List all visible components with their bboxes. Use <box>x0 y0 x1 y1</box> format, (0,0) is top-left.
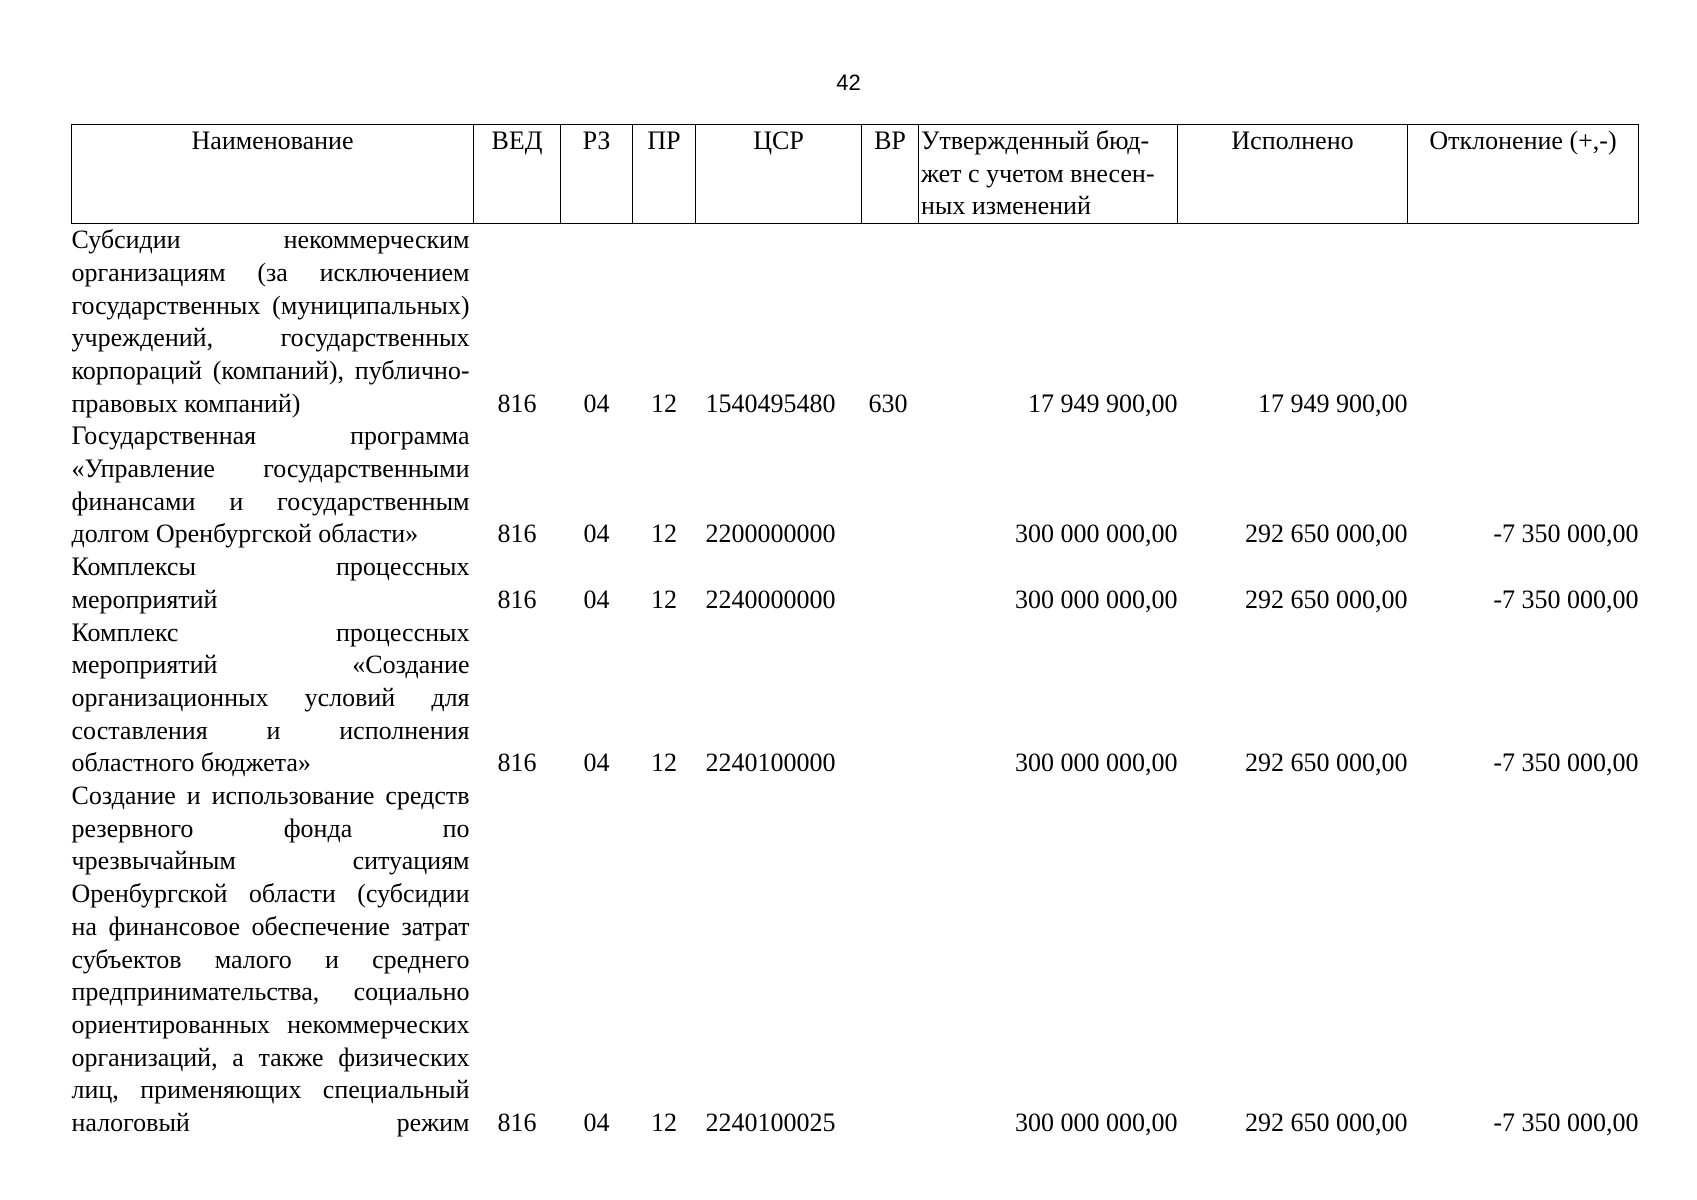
row-deviation: -7 350 000,00 <box>1493 584 1639 614</box>
row-approved: 17 949 900,00 <box>1028 388 1178 418</box>
row-vr <box>862 420 919 551</box>
row-rz: 04 <box>583 748 610 778</box>
table-row <box>72 420 1639 551</box>
row-executed: 292 650 000,00 <box>1245 1108 1408 1138</box>
row-name: Государственная программа «Управление государственными финансами и государственным долгом Оренбургской области» <box>71 421 470 549</box>
header-name: Наименование <box>72 125 474 224</box>
table-header-row <box>72 125 1639 224</box>
row-pr: 12 <box>651 584 677 614</box>
row-rz: 04 <box>583 519 610 549</box>
header-ved: ВЕД <box>474 125 561 224</box>
row-approved: 300 000 000,00 <box>1015 1108 1178 1138</box>
header-csr: ЦСР <box>696 125 862 224</box>
row-ved: 816 <box>497 388 537 418</box>
row-executed: 292 650 000,00 <box>1245 748 1408 778</box>
row-executed: 17 949 900,00 <box>1258 388 1408 418</box>
header-pr: ПР <box>633 125 696 224</box>
row-csr: 2200000000 <box>705 519 836 549</box>
header-approved-budget: Утвержденный бюд-жет с учетом внесен-ных изменений <box>919 125 1178 224</box>
row-vr <box>862 780 919 1140</box>
row-name: Комплексы процессных мероприятий <box>71 552 470 614</box>
row-vr: 630 <box>868 388 908 418</box>
table-row <box>72 617 1639 781</box>
row-ved: 816 <box>497 748 537 778</box>
row-name: Субсидии некоммерческим организациям (за исключением государственных (муниципальных) учреждений, государственных корпораций (компаний), публично-правовых компаний) <box>71 225 470 418</box>
row-pr: 12 <box>651 1108 677 1138</box>
row-deviation: -7 350 000,00 <box>1493 1108 1639 1138</box>
row-rz: 04 <box>583 388 610 418</box>
header-rz: РЗ <box>561 125 633 224</box>
row-name: Создание и использование средств резервного фонда по чрезвычайным ситуациям Оренбургской области (субсидии на финансовое обеспечение затрат субъектов малого и среднего предпринимательства, социально ориентированных некоммерческих организаций, а также физических лиц, применяющих специальный налоговый режим <box>71 781 470 1138</box>
row-deviation: -7 350 000,00 <box>1493 519 1639 549</box>
row-approved: 300 000 000,00 <box>1015 519 1178 549</box>
row-ved: 816 <box>497 519 537 549</box>
row-pr: 12 <box>651 748 677 778</box>
row-vr <box>862 617 919 781</box>
page-number: 42 <box>836 70 861 95</box>
table-row <box>72 780 1639 1140</box>
row-rz: 04 <box>583 584 610 614</box>
row-name: Комплекс процессных мероприятий «Создание организационных условий для составления и исполнения областного бюджета» <box>71 617 470 778</box>
table-row <box>72 224 1639 421</box>
row-pr: 12 <box>651 388 677 418</box>
row-csr: 2240000000 <box>705 584 836 614</box>
table-row <box>72 551 1639 616</box>
row-ved: 816 <box>497 584 537 614</box>
header-deviation: Отклонение (+,-) <box>1408 125 1639 224</box>
row-csr: 2240100025 <box>705 1108 836 1138</box>
row-deviation <box>1408 224 1639 421</box>
row-deviation: -7 350 000,00 <box>1493 748 1639 778</box>
row-executed: 292 650 000,00 <box>1245 519 1408 549</box>
row-executed: 292 650 000,00 <box>1245 584 1408 614</box>
row-approved: 300 000 000,00 <box>1015 748 1178 778</box>
budget-table <box>71 124 1639 1140</box>
row-vr <box>862 551 919 616</box>
row-ved: 816 <box>497 1108 537 1138</box>
row-approved: 300 000 000,00 <box>1015 584 1178 614</box>
header-vr: ВР <box>862 125 919 224</box>
row-csr: 2240100000 <box>705 748 836 778</box>
row-pr: 12 <box>651 519 677 549</box>
row-csr: 1540495480 <box>705 388 836 418</box>
row-rz: 04 <box>583 1108 610 1138</box>
header-executed: Исполнено <box>1178 125 1408 224</box>
